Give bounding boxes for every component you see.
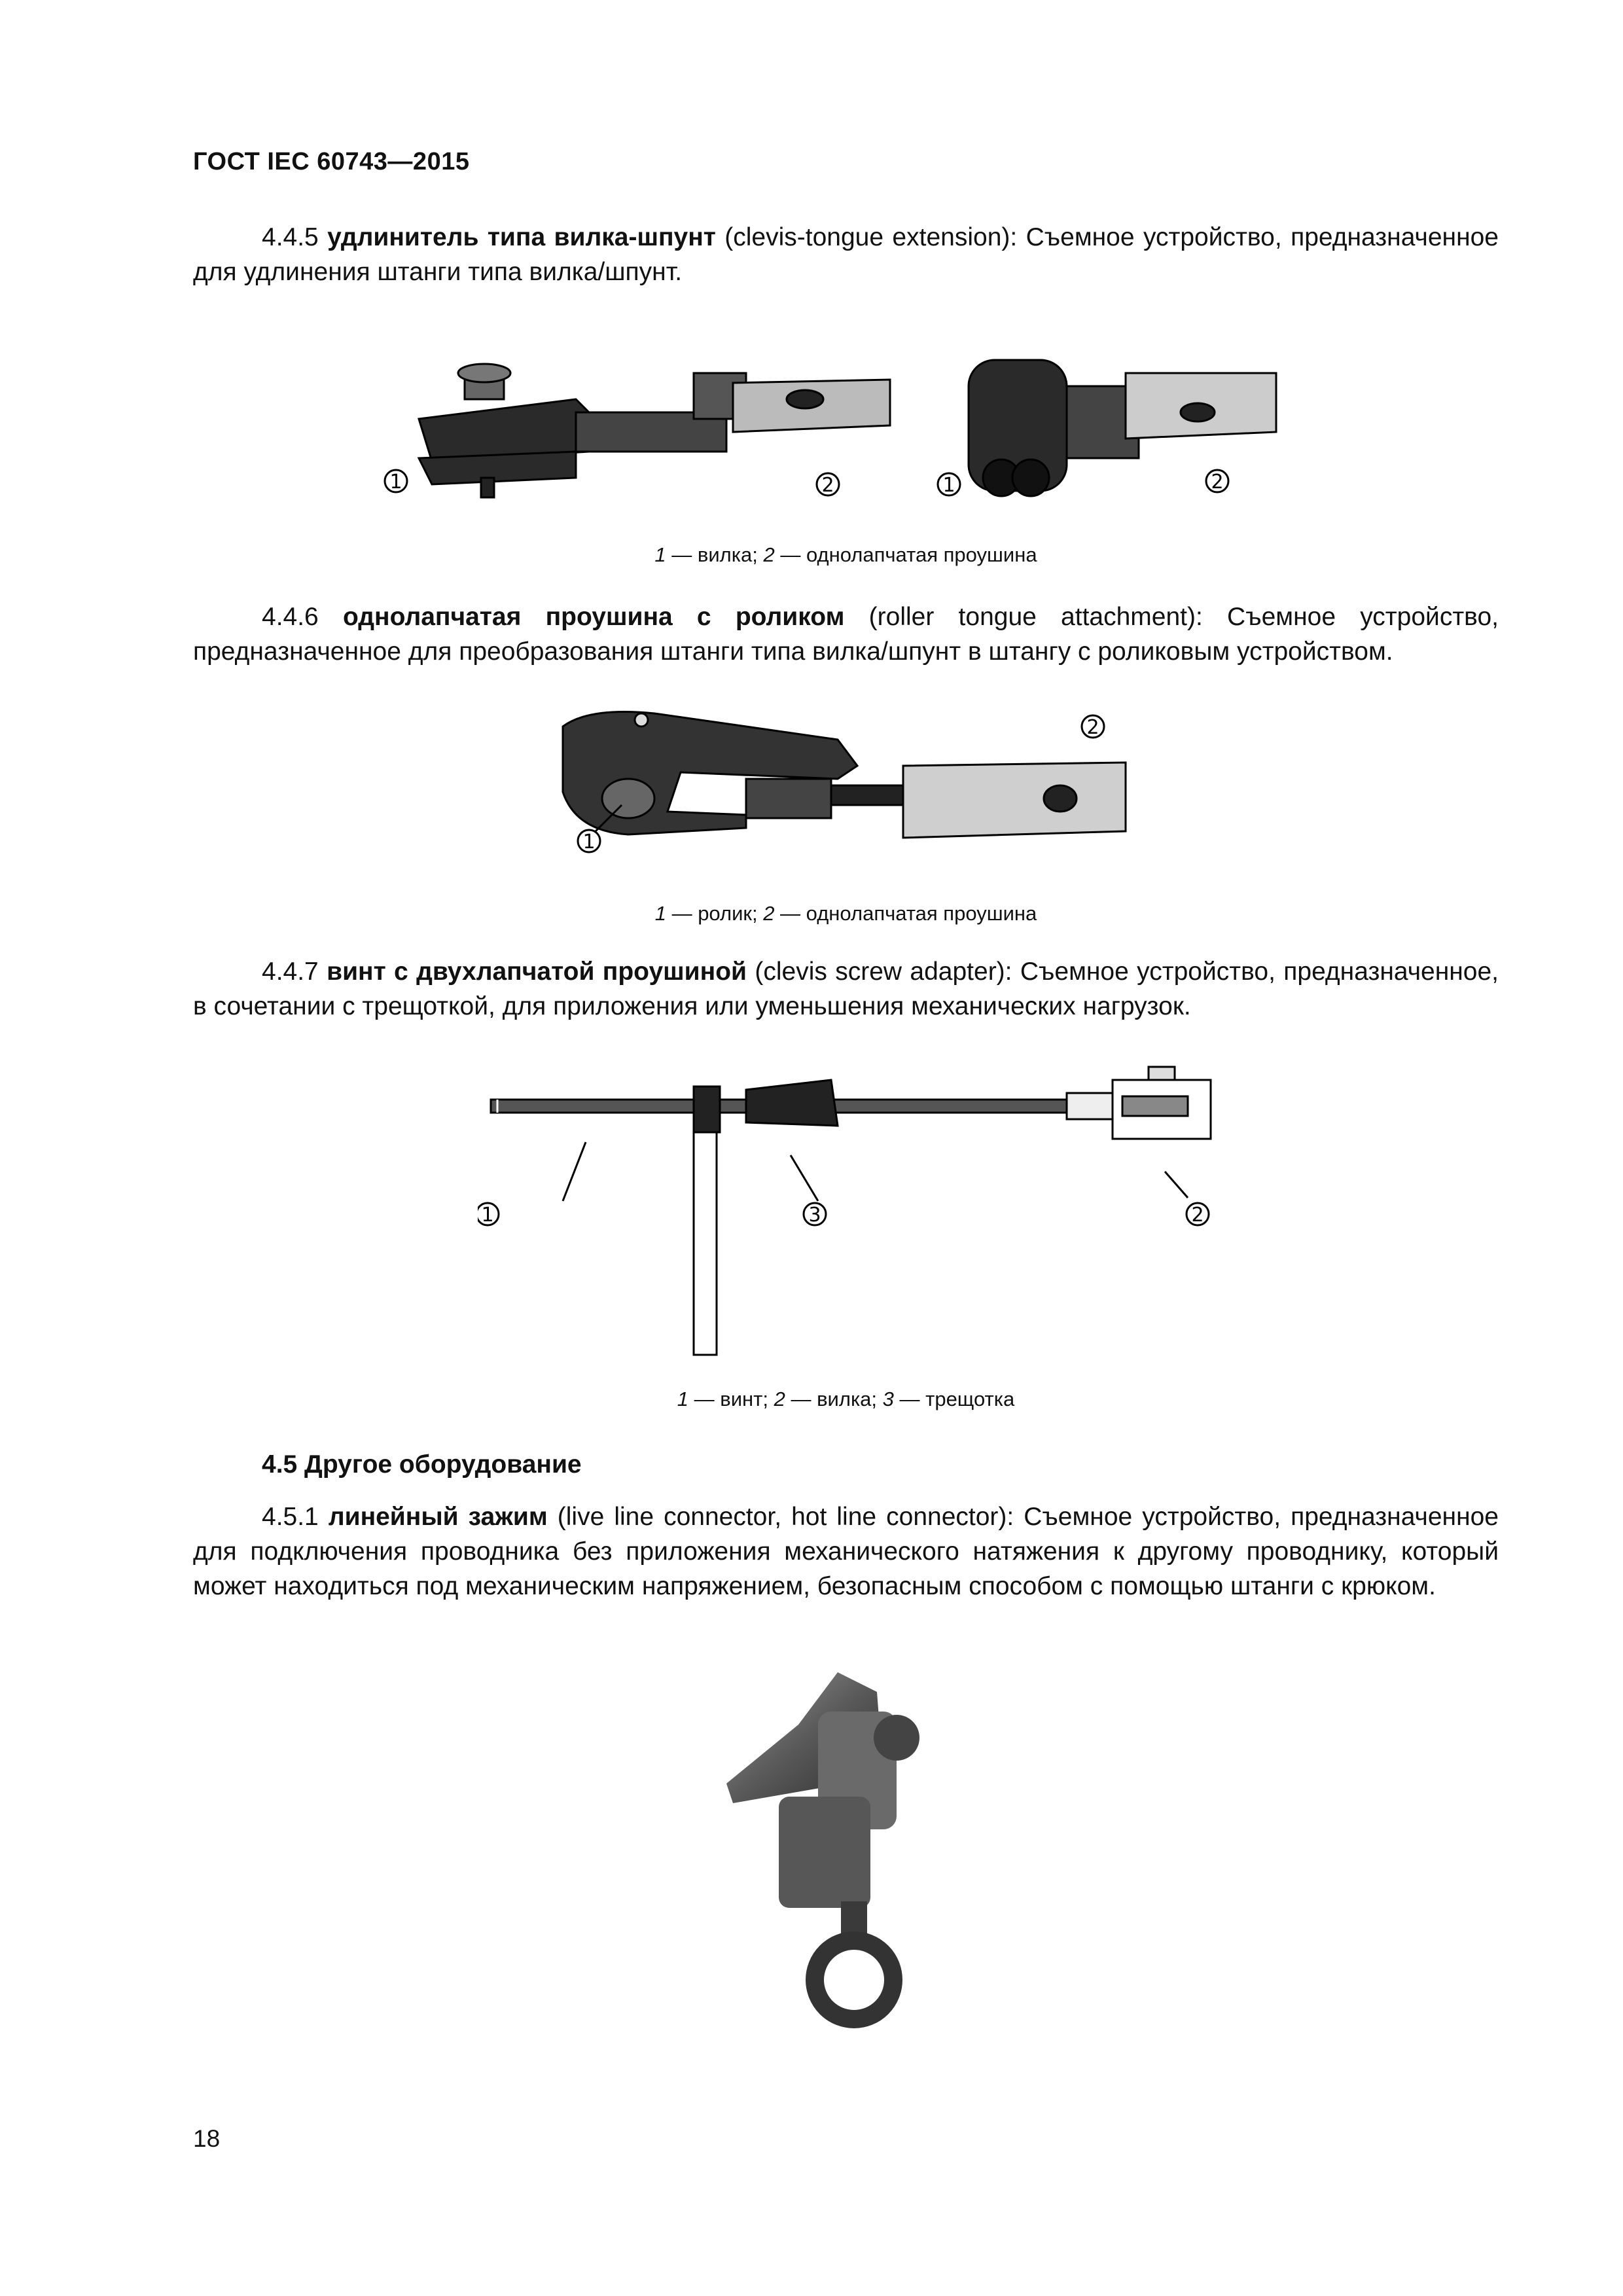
clevis-tongue-extension-drawing-right <box>969 360 1276 496</box>
definition: (live line connector, hot line connector): Съемное устройство, предназначенное для подключения проводника без приложения механического натяжения к другому проводнику, который может находиться под механическим напряжением, безопасным способом с помощью штанги с крюком. <box>193 1503 1499 1600</box>
live-line-connector-drawing <box>726 1672 919 2019</box>
callout-2: 2 <box>1086 716 1099 739</box>
page-number: 18 <box>193 2125 221 2152</box>
definition: (clevis screw adapter): Съемное устройство, предназначенное, в сочетании с трещоткой, для приложения или уменьшения механических нагрузок. <box>193 958 1499 1020</box>
callout-1: 1 <box>942 474 955 497</box>
definition: (clevis-tongue extension): Съемное устройство, предназначенное для удлинения штанги типа вилка/шпунт. <box>193 223 1499 286</box>
term: удлинитель типа вилка-шпунт <box>327 223 716 251</box>
clause-number: 4.4.7 <box>262 958 319 986</box>
figure-live-line-connector-photo <box>720 1666 969 2045</box>
section-heading-4-5: 4.5 Другое оборудование <box>262 1450 582 1479</box>
paragraph-4-5-1 <box>193 1499 1499 1604</box>
clause-number: 4.4.6 <box>262 603 319 631</box>
document-header: ГОСТ IEC 60743—2015 <box>193 148 470 175</box>
clevis-screw-adapter-drawing <box>491 1067 1211 1355</box>
figure-clevis-tongue-extension <box>380 321 1296 517</box>
figure-caption-4-4-6: 1 — ролик; 2 — однолапчатая проушина <box>654 902 1037 925</box>
paragraph-4-4-6 <box>193 600 1499 669</box>
roller-tongue-attachment-drawing <box>563 712 1126 838</box>
callout-3: 3 <box>808 1204 821 1227</box>
figure-caption-4-4-5: 1 — вилка; 2 — однолапчатая проушина <box>654 543 1037 566</box>
callout-2: 2 <box>821 474 834 497</box>
figure-roller-tongue-attachment <box>550 700 1139 877</box>
term: однолапчатая проушина с роликом <box>342 603 845 631</box>
paragraph-4-4-7 <box>193 954 1499 1024</box>
paragraph-4-4-5 <box>193 220 1499 289</box>
term: винт с двухлапчатой проушиной <box>327 958 747 986</box>
term: линейный зажим <box>328 1503 548 1531</box>
callout-2: 2 <box>1211 471 1224 493</box>
figure-clevis-screw-adapter <box>478 1060 1243 1361</box>
callout-1: 1 <box>389 471 402 493</box>
callout-2: 2 <box>1191 1204 1204 1227</box>
clause-number: 4.4.5 <box>262 223 319 251</box>
definition: (roller tongue attachment): Съемное устройство, предназначенное для преобразования штанги типа вилка/шпунт в штангу с роликовым устройством. <box>193 603 1499 666</box>
figure-caption-4-4-7: 1 — винт; 2 — вилка; 3 — трещотка <box>677 1388 1015 1410</box>
callout-1: 1 <box>582 831 596 853</box>
callout-1: 1 <box>481 1204 494 1227</box>
clause-number: 4.5.1 <box>262 1503 319 1531</box>
